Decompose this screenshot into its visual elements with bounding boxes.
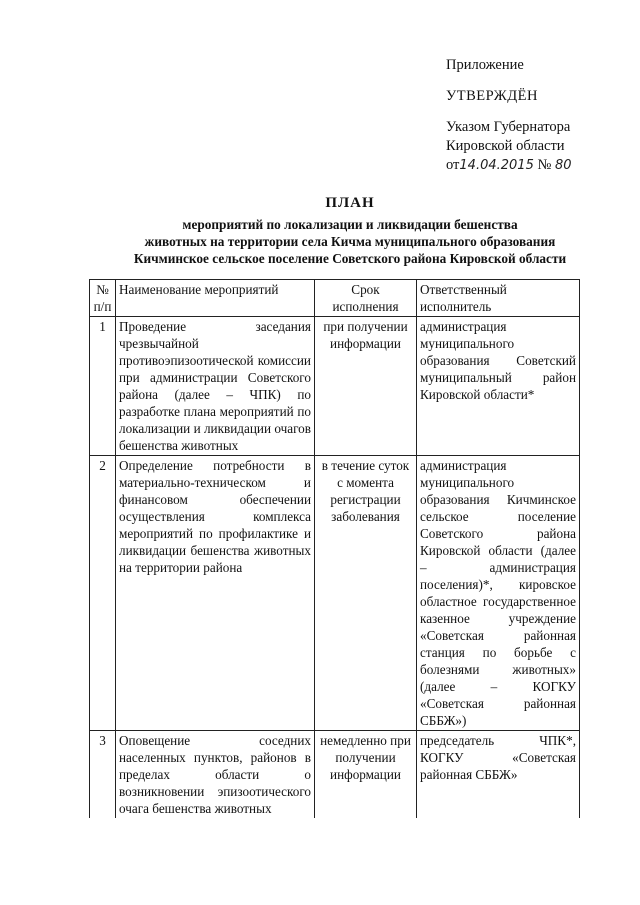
row-name: Оповещение соседних населенных пунктов, районов в пределах области о возникновении эпизоотического очага бешенства животных — [116, 731, 315, 819]
table-header-row — [90, 280, 580, 317]
row-term: в течение суток с момента регистрации заболевания — [315, 456, 417, 731]
row-num: 3 — [90, 731, 116, 819]
document-title — [90, 195, 610, 267]
row-num: 2 — [90, 456, 116, 731]
header-num: № п/п — [90, 280, 116, 317]
row-term: при получении информации — [315, 317, 417, 456]
handwritten-number: 80 — [554, 158, 572, 173]
date-prefix: от — [446, 157, 460, 173]
header-responsible: Ответственный исполнитель — [417, 280, 580, 317]
header-name: Наименование мероприятий — [116, 280, 315, 317]
row-responsible: администрация муниципального образования Советский муниципальный район Кировской области* — [417, 317, 580, 456]
number-prefix: № — [537, 157, 552, 173]
row-responsible: администрация муниципального образования Кичминское сельское поселение Советского района Кировской области (далее – администрация поселения)*, кировское областное государственное казенное учреждение «Советская районная станция по борьбе с болезнями животных» (далее – КОГКУ «Советская районная СББЖ») — [417, 456, 580, 731]
decree-date-number — [446, 156, 571, 175]
approved-label: УТВЕРЖДЁН — [446, 88, 538, 104]
row-responsible: председатель ЧПК*, КОГКУ «Советская районная СББЖ» — [417, 731, 580, 819]
appendix-label: Приложение — [446, 57, 524, 73]
row-name: Проведение заседания чрезвычайной противоэпизоотической комиссии при администрации Советского района (далее – ЧПК) по разработке плана мероприятий по локализации и ликвидации очагов бешенства животных — [116, 317, 315, 456]
title-main: ПЛАН — [325, 195, 375, 211]
title-line-3: Кичминское сельское поселение Советского района Кировской области — [133, 251, 567, 266]
decree-line-2: Кировской области — [446, 138, 565, 154]
table-row — [90, 456, 580, 731]
header-term: Срок исполнения — [315, 280, 417, 317]
approval-block — [446, 56, 571, 175]
title-line-2: животных на территории села Кичма муниципального образования — [144, 234, 556, 249]
row-name: Определение потребности в материально-техническом и финансовом обеспечении осуществления комплекса мероприятий по профилактике и ликвидации бешенства животных на территории района — [116, 456, 315, 731]
plan-table — [89, 279, 580, 818]
table-row — [90, 731, 580, 819]
row-term: немедленно при получении информации — [315, 731, 417, 819]
table-row — [90, 317, 580, 456]
handwritten-date: 14.04.2015 — [459, 158, 534, 173]
title-line-1: мероприятий по локализации и ликвидации бешенства — [182, 217, 518, 232]
row-num: 1 — [90, 317, 116, 456]
decree-line-1: Указом Губернатора — [446, 119, 571, 135]
